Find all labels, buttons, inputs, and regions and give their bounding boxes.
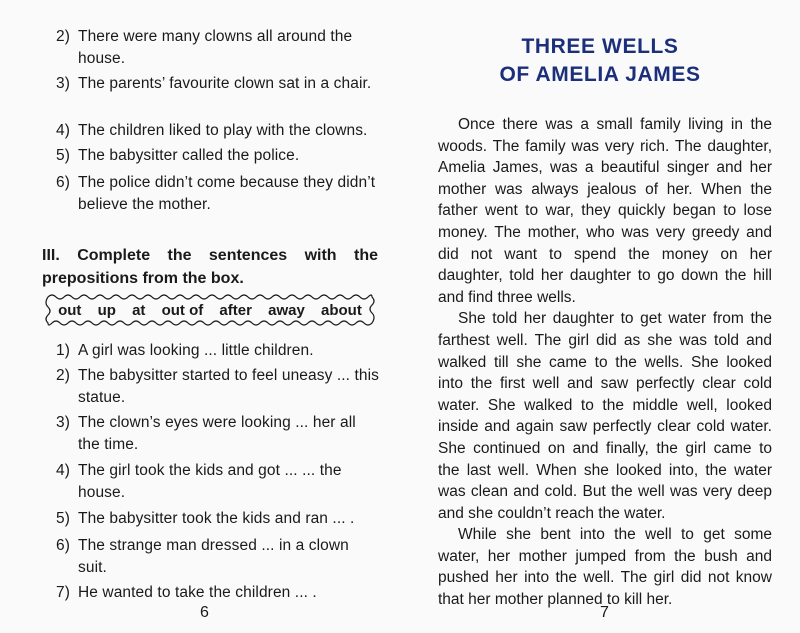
- paragraph: Once there was a small family living in the woods. The family was very rich. The daughter, Amelia James, was a beautiful singer and her mother was always jealous of her. When the father went to war, they quickly began to lose money. The mother, who was very greedy and did not want to spend the money on her daughter, told her daughter to go down the hill and find three wells.: [438, 116, 772, 306]
- item-text: The babysitter started to feel uneasy ... this statue.: [78, 367, 379, 406]
- item-text: The clown’s eyes were looking ... her all the time.: [78, 414, 356, 453]
- item-text: The girl took the kids and got ... ... the house.: [78, 462, 342, 501]
- item-text: The parents’ favourite clown sat in a chair.: [78, 75, 372, 92]
- word-up: up: [97, 301, 116, 319]
- item-text: The children liked to play with the clowns.: [78, 122, 368, 139]
- story-body: [438, 114, 772, 611]
- preposition-box: [44, 292, 376, 328]
- item-text: A girl was looking ... little children.: [78, 342, 314, 359]
- word-list: [44, 292, 376, 328]
- item-number: 4): [56, 122, 70, 139]
- paragraph: While she bent into the well to get some water, her mother jumped from the bush and pushed her into the well. The girl did not know that her mother planned to kill her.: [438, 526, 772, 609]
- word-out: out: [58, 301, 82, 319]
- section-heading: III. Complete the sentences with the prepositions from the box.: [42, 247, 378, 287]
- item-number: 4): [56, 462, 70, 479]
- page-number: 7: [600, 604, 609, 621]
- paragraph: She told her daughter to get water from the farthest well. The girl did as she was told and walked till she came to the wells. She looked into the first well and saw perfectly clear cold water. She walked to the middle well, looked inside and again saw perfectly clear cold water. She continued on and finally, the girl came to the last well. When she looked into, the water was clean and cold. But the well was very deep and she couldn’t reach the water.: [438, 310, 772, 522]
- item-number: 3): [56, 75, 70, 92]
- item-text: He wanted to take the children ... .: [78, 584, 317, 601]
- item-text: There were many clowns all around the house.: [78, 28, 353, 67]
- word-out-of: out of: [161, 301, 204, 319]
- item-text: The strange man dressed ... in a clown suit.: [78, 537, 349, 576]
- word-at: at: [132, 301, 146, 319]
- item-text: The babysitter took the kids and ran ... .: [78, 510, 355, 527]
- item-number: 6): [56, 174, 70, 191]
- item-text: The babysitter called the police.: [78, 147, 300, 164]
- right-page: [400, 0, 800, 633]
- item-number: 2): [56, 367, 70, 384]
- story-title-line-2: OF AMELIA JAMES: [499, 63, 701, 86]
- word-after: after: [219, 301, 252, 319]
- page-number: 6: [200, 604, 209, 621]
- item-number: 2): [56, 28, 70, 45]
- word-about: about: [320, 301, 362, 319]
- item-number: 1): [56, 342, 70, 359]
- item-text: The police didn’t come because they didn’t believe the mother.: [78, 174, 376, 213]
- item-number: 6): [56, 537, 70, 554]
- item-number: 7): [56, 584, 70, 601]
- story-title-line-1: THREE WELLS: [521, 35, 679, 58]
- item-number: 5): [56, 510, 70, 527]
- item-number: 3): [56, 414, 70, 431]
- word-away: away: [268, 301, 305, 319]
- item-number: 5): [56, 147, 70, 164]
